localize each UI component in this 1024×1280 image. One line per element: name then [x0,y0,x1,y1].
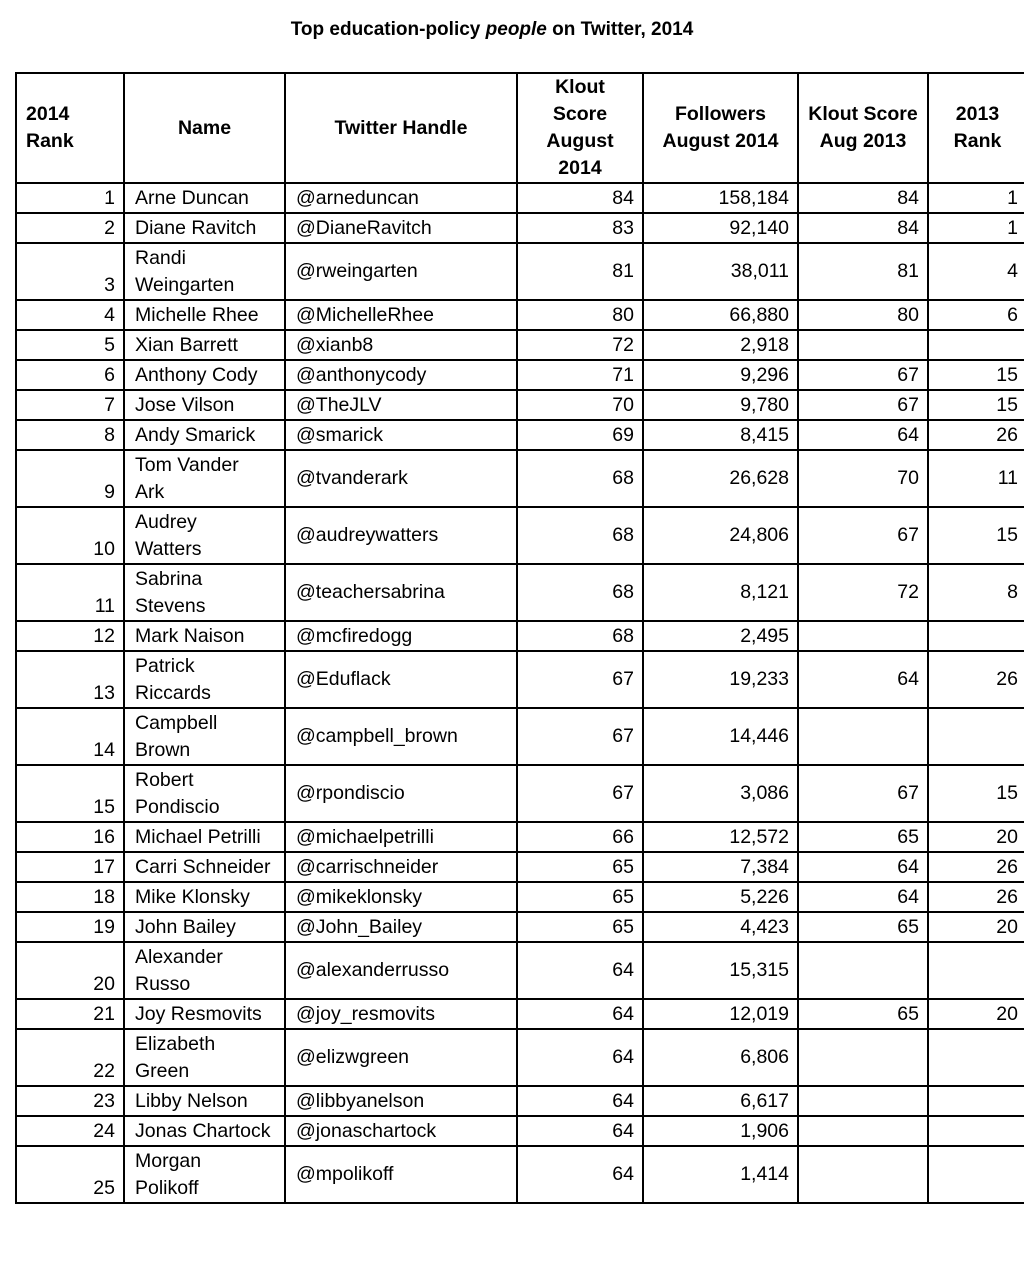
followers-cell: 3,086 [643,765,798,822]
header-2013-rank: 2013 Rank [928,73,1024,183]
twitter-handle-cell: @mikeklonsky [285,882,517,912]
name-line: Carri Schneider [135,855,271,878]
name-line: Xian Barrett [135,333,238,356]
rank-2013-cell [928,621,1024,651]
name-cell [124,882,285,912]
followers-cell: 14,446 [643,708,798,765]
followers-cell: 4,423 [643,912,798,942]
table-row [16,390,1024,420]
twitter-handle-cell: @TheJLV [285,390,517,420]
name-line: Robert [135,768,194,791]
name-line: Campbell [135,711,218,734]
document-title [0,18,984,42]
name-line: Alexander [135,945,223,968]
klout-2014-cell: 68 [517,450,643,507]
klout-2013-cell: 84 [798,213,928,243]
name-cell [124,1146,285,1203]
rank-2014-cell: 17 [16,852,124,882]
table-row [16,999,1024,1029]
rank-2014-cell: 25 [16,1146,124,1203]
klout-2014-cell: 67 [517,651,643,708]
name-line: Audrey [135,510,197,533]
rank-2013-cell: 4 [928,243,1024,300]
rank-2013-cell [928,708,1024,765]
followers-cell: 6,617 [643,1086,798,1116]
rank-2014-cell: 15 [16,765,124,822]
name-line: Arne Duncan [135,186,249,209]
table-row [16,852,1024,882]
header-followers: Followers August 2014 [643,73,798,183]
twitter-handle-cell: @rweingarten [285,243,517,300]
name-line: Pondiscio [135,795,220,818]
table-row [16,708,1024,765]
klout-2014-cell: 67 [517,765,643,822]
name-line: Patrick [135,654,195,677]
klout-2014-cell: 83 [517,213,643,243]
name-cell [124,450,285,507]
table-header-row [16,73,1024,183]
rank-2013-cell: 8 [928,564,1024,621]
klout-2013-cell: 72 [798,564,928,621]
klout-2014-cell: 81 [517,243,643,300]
klout-2014-cell: 65 [517,882,643,912]
klout-2013-cell: 64 [798,420,928,450]
followers-cell: 24,806 [643,507,798,564]
twitter-handle-cell: @campbell_brown [285,708,517,765]
name-line: Michelle Rhee [135,303,259,326]
klout-2014-cell: 64 [517,999,643,1029]
rank-2013-cell [928,1116,1024,1146]
klout-2014-cell: 64 [517,1086,643,1116]
klout-2014-cell: 65 [517,912,643,942]
name-line: Weingarten [135,273,235,296]
table-row [16,507,1024,564]
klout-2013-cell [798,1086,928,1116]
name-line: Polikoff [135,1176,199,1199]
rank-2014-cell: 16 [16,822,124,852]
name-line: Tom Vander [135,453,239,476]
name-cell [124,852,285,882]
table-row [16,213,1024,243]
rank-2013-cell: 15 [928,765,1024,822]
name-line: Jose Vilson [135,393,235,416]
twitter-handle-cell: @audreywatters [285,507,517,564]
table-row [16,564,1024,621]
name-cell [124,1116,285,1146]
twitter-handle-cell: @jonaschartock [285,1116,517,1146]
rank-2013-cell [928,942,1024,999]
name-line: Stevens [135,594,206,617]
klout-2014-cell: 64 [517,1116,643,1146]
rank-2013-cell: 1 [928,213,1024,243]
rank-2014-cell: 6 [16,360,124,390]
name-cell [124,330,285,360]
rank-2013-cell: 26 [928,882,1024,912]
rank-2014-cell: 20 [16,942,124,999]
title-prefix: Top education-policy [290,19,481,40]
name-line: Brown [135,738,191,761]
twitter-handle-cell: @MichelleRhee [285,300,517,330]
klout-2014-cell: 68 [517,564,643,621]
twitter-handle-cell: @joy_resmovits [285,999,517,1029]
header-twitter-handle: Twitter Handle [285,73,517,183]
rank-2014-cell: 14 [16,708,124,765]
twitter-handle-cell: @michaelpetrilli [285,822,517,852]
name-cell [124,912,285,942]
table-row [16,942,1024,999]
twitter-handle-cell: @arneduncan [285,183,517,213]
klout-2014-cell: 64 [517,942,643,999]
name-line: Libby Nelson [135,1089,248,1112]
table-row [16,882,1024,912]
table-row [16,300,1024,330]
rank-2014-cell: 23 [16,1086,124,1116]
rank-2013-cell: 20 [928,999,1024,1029]
name-cell [124,942,285,999]
followers-cell: 66,880 [643,300,798,330]
twitter-handle-cell: @elizwgreen [285,1029,517,1086]
rank-2013-cell [928,1029,1024,1086]
rank-2014-cell: 21 [16,999,124,1029]
table-row [16,450,1024,507]
name-line: Andy Smarick [135,423,256,446]
rank-2014-cell: 7 [16,390,124,420]
klout-2014-cell: 68 [517,507,643,564]
klout-2013-cell: 80 [798,300,928,330]
klout-2013-cell [798,330,928,360]
klout-2014-cell: 64 [517,1146,643,1203]
klout-2014-cell: 65 [517,852,643,882]
rank-2014-cell: 22 [16,1029,124,1086]
name-line: Michael Petrilli [135,825,261,848]
followers-cell: 7,384 [643,852,798,882]
rank-2013-cell: 20 [928,912,1024,942]
name-cell [124,1086,285,1116]
klout-2013-cell: 67 [798,765,928,822]
name-cell [124,390,285,420]
twitter-handle-cell: @mcfiredogg [285,621,517,651]
rank-2014-cell: 2 [16,213,124,243]
name-line: Riccards [135,681,211,704]
rank-2014-cell: 8 [16,420,124,450]
table-row [16,243,1024,300]
twitter-handle-cell: @alexanderrusso [285,942,517,999]
rank-2013-cell [928,1086,1024,1116]
klout-2013-cell: 81 [798,243,928,300]
rank-2014-cell: 19 [16,912,124,942]
klout-2013-cell [798,708,928,765]
name-line: Anthony Cody [135,363,258,386]
twitter-handle-cell: @mpolikoff [285,1146,517,1203]
rank-2013-cell [928,1146,1024,1203]
name-line: Morgan [135,1149,202,1172]
followers-cell: 6,806 [643,1029,798,1086]
title-suffix: on Twitter, 2014 [552,19,694,40]
rank-2014-cell: 4 [16,300,124,330]
name-line: Sabrina [135,567,203,590]
klout-2013-cell [798,942,928,999]
twitter-handle-cell: @anthonycody [285,360,517,390]
klout-2013-cell: 65 [798,912,928,942]
klout-2014-cell: 64 [517,1029,643,1086]
klout-2014-cell: 72 [517,330,643,360]
header-2014-rank: 2014 Rank [16,73,124,183]
table-row [16,765,1024,822]
followers-cell: 158,184 [643,183,798,213]
name-line: Mark Naison [135,624,245,647]
followers-cell: 9,780 [643,390,798,420]
followers-cell: 26,628 [643,450,798,507]
name-cell [124,1029,285,1086]
name-cell [124,651,285,708]
rank-2013-cell: 1 [928,183,1024,213]
twitter-handle-cell: @xianb8 [285,330,517,360]
header-name: Name [124,73,285,183]
name-line: Diane Ravitch [135,216,257,239]
rank-2013-cell: 26 [928,852,1024,882]
table-row [16,1116,1024,1146]
rank-2013-cell: 11 [928,450,1024,507]
table-row [16,621,1024,651]
klout-2013-cell [798,1029,928,1086]
rank-2013-cell: 6 [928,300,1024,330]
rank-2014-cell: 5 [16,330,124,360]
rank-2013-cell: 15 [928,390,1024,420]
rank-2013-cell: 20 [928,822,1024,852]
table-row [16,360,1024,390]
table-row [16,1086,1024,1116]
rank-2014-cell: 18 [16,882,124,912]
twitter-handle-cell: @DianeRavitch [285,213,517,243]
followers-cell: 9,296 [643,360,798,390]
name-cell [124,507,285,564]
klout-2014-cell: 70 [517,390,643,420]
followers-cell: 12,019 [643,999,798,1029]
followers-cell: 8,415 [643,420,798,450]
rank-2014-cell: 9 [16,450,124,507]
followers-cell: 1,414 [643,1146,798,1203]
twitter-handle-cell: @smarick [285,420,517,450]
klout-2014-cell: 69 [517,420,643,450]
rank-2013-cell: 15 [928,360,1024,390]
twitter-handle-cell: @carrischneider [285,852,517,882]
name-line: Ark [135,480,165,503]
klout-2013-cell [798,1116,928,1146]
klout-2013-cell: 64 [798,882,928,912]
rank-2013-cell: 15 [928,507,1024,564]
table-row [16,651,1024,708]
twitter-handle-cell: @libbyanelson [285,1086,517,1116]
twitter-handle-cell: @rpondiscio [285,765,517,822]
klout-2013-cell: 84 [798,183,928,213]
rank-2014-cell: 3 [16,243,124,300]
twitter-handle-cell: @teachersabrina [285,564,517,621]
table-body [16,183,1024,1203]
name-cell [124,243,285,300]
klout-2014-cell: 84 [517,183,643,213]
klout-2013-cell: 65 [798,822,928,852]
twitter-handle-cell: @Eduflack [285,651,517,708]
header-klout-2014: Klout Score August 2014 [517,73,643,183]
klout-2014-cell: 71 [517,360,643,390]
name-line: Mike Klonsky [135,885,250,908]
name-line: John Bailey [135,915,236,938]
klout-2014-cell: 80 [517,300,643,330]
rank-2013-cell: 26 [928,420,1024,450]
name-line: Green [135,1059,190,1082]
header-klout-2013: Klout Score Aug 2013 [798,73,928,183]
followers-cell: 92,140 [643,213,798,243]
klout-2013-cell: 67 [798,507,928,564]
name-line: Jonas Chartock [135,1119,271,1142]
followers-cell: 38,011 [643,243,798,300]
name-line: Elizabeth [135,1032,216,1055]
name-cell [124,183,285,213]
name-cell [124,708,285,765]
table-row [16,330,1024,360]
klout-2014-cell: 68 [517,621,643,651]
klout-2013-cell: 65 [798,999,928,1029]
name-cell [124,360,285,390]
klout-2013-cell: 67 [798,390,928,420]
name-cell [124,999,285,1029]
name-cell [124,564,285,621]
twitter-handle-cell: @tvanderark [285,450,517,507]
rank-2014-cell: 1 [16,183,124,213]
followers-cell: 1,906 [643,1116,798,1146]
name-cell [124,420,285,450]
name-cell [124,300,285,330]
rank-2014-cell: 12 [16,621,124,651]
klout-2013-cell: 70 [798,450,928,507]
name-cell [124,765,285,822]
table-row [16,1029,1024,1086]
table-row [16,822,1024,852]
followers-cell: 8,121 [643,564,798,621]
followers-cell: 2,495 [643,621,798,651]
name-cell [124,822,285,852]
klout-2013-cell: 64 [798,651,928,708]
name-cell [124,621,285,651]
name-line: Russo [135,972,191,995]
followers-cell: 2,918 [643,330,798,360]
followers-cell: 5,226 [643,882,798,912]
table-row [16,912,1024,942]
name-line: Randi [135,246,186,269]
followers-cell: 12,572 [643,822,798,852]
twitter-handle-cell: @John_Bailey [285,912,517,942]
klout-2014-cell: 67 [517,708,643,765]
followers-cell: 15,315 [643,942,798,999]
klout-2014-cell: 66 [517,822,643,852]
klout-2013-cell: 64 [798,852,928,882]
title-emphasis: people [485,19,547,40]
table-row [16,420,1024,450]
rank-2014-cell: 24 [16,1116,124,1146]
klout-2013-cell [798,1146,928,1203]
rank-2014-cell: 13 [16,651,124,708]
rank-2013-cell [928,330,1024,360]
rankings-table [15,72,1024,1204]
klout-2013-cell [798,621,928,651]
klout-2013-cell: 67 [798,360,928,390]
table-row [16,183,1024,213]
name-line: Joy Resmovits [135,1002,262,1025]
rank-2014-cell: 10 [16,507,124,564]
rank-2014-cell: 11 [16,564,124,621]
followers-cell: 19,233 [643,651,798,708]
table-row [16,1146,1024,1203]
name-line: Watters [135,537,202,560]
name-cell [124,213,285,243]
rank-2013-cell: 26 [928,651,1024,708]
